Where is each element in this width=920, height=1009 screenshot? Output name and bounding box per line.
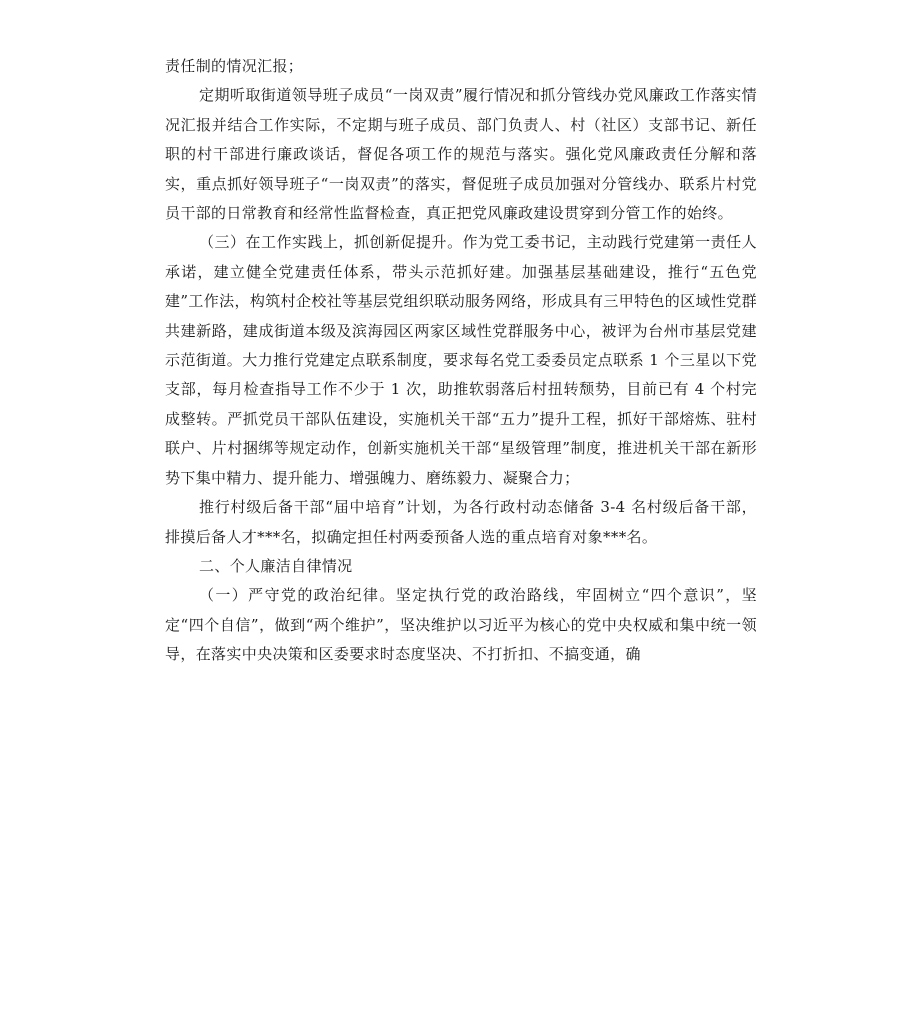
document-body [165,52,757,670]
paragraph-responsibility-report: 责任制的情况汇报； [165,57,304,75]
paragraph-work-practice: （三）在工作实践上，抓创新促提升。作为党工委书记，主动践行党建第一责任人承诺，建立健全党建责任体系，带头示范抓好建。加强基层基础建设，推行“五色党建”工作法，构筑村企校社等基层党组织联动服务网络，形成具有三甲特色的区域性党群共建新路，建成街道本级及滨海园区两家区域性党群服务中心，被评为台州市基层党建示范街道。大力推行党建定点联系制度，要求每名党工委委员定点联系 1 个三星以下党支部，每月检查指导工作不少于 1 次，助推软弱落后村扭转颓势，目前已有 4 个村完成整转。严抓党员干部队伍建设，实施机关干部“五力”提升工程，抓好干部熔炼、驻村联户、片村捆绑等规定动作，创新实施机关干部“星级管理”制度，推进机关干部在新形势下集中精力、提升能力、增强魄力、磨练毅力、凝聚合力； [165,233,757,487]
paragraph-reserve-cadres: 推行村级后备干部“届中培育”计划，为各行政村动态储备 3-4 名村级后备干部，排摸后备人才***名，拟确定担任村两委预备人选的重点培育对象***名。 [165,498,757,546]
section-heading-self-discipline: 二、个人廉洁自律情况 [199,556,353,575]
paragraph-political-discipline: （一）严守党的政治纪律。坚定执行党的政治路线，牢固树立“四个意识”，坚定“四个自信”，做到“两个维护”，坚决维护以习近平为核心的党中央权威和集中统一领导，在落实中央决策和区委要求时态度坚决、不打折扣、不搞变通，确 [165,586,757,664]
paragraph-regular-hearing: 定期听取街道领导班子成员“一岗双责”履行情况和抓分管线办党风廉政工作落实情况汇报并结合工作实际，不定期与班子成员、部门负责人、村（社区）支部书记、新任职的村干部进行廉政谈话，督促各项工作的规范与落实。强化党风廉政责任分解和落实，重点抓好领导班子“一岗双责”的落实，督促班子成员加强对分管线办、联系片村党员干部的日常教育和经常性监督检查，真正把党风廉政建设贯穿到分管工作的始终。 [165,86,757,223]
